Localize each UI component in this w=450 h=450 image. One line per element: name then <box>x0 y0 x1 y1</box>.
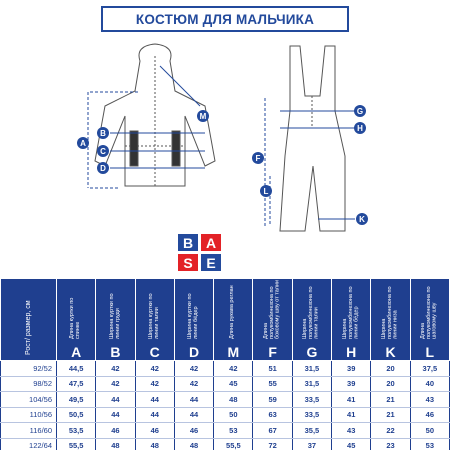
table-cell: 42 <box>96 376 135 392</box>
table-cell: 42 <box>174 361 213 377</box>
logo-letter-e: E <box>201 254 221 271</box>
table-cell: 35,5 <box>292 423 331 439</box>
table-cell: 23 <box>371 438 410 450</box>
table-cell: 48 <box>96 438 135 450</box>
table-cell: 44 <box>135 392 174 408</box>
table-cell: 42 <box>135 376 174 392</box>
table-cell: 45 <box>332 438 371 450</box>
table-cell: 53 <box>214 423 253 439</box>
jacket-drawing <box>95 44 215 186</box>
table-cell: 46 <box>410 407 449 423</box>
table-cell: 21 <box>371 392 410 408</box>
table-cell: 63 <box>253 407 292 423</box>
column-header-h: Ширина полукомбинезона по линии бёдер H <box>332 279 371 361</box>
overalls-measure-lines <box>265 98 355 226</box>
brand-logo <box>178 234 222 271</box>
table-cell: 48 <box>174 438 213 450</box>
column-header-f: Длина полукомбинезона по боковому шву от талии F <box>253 279 292 361</box>
table-header-row <box>1 279 450 361</box>
column-header-m: Длина рукава реглан M <box>214 279 253 361</box>
table-cell: 50,5 <box>57 407 96 423</box>
table-cell: 48 <box>214 392 253 408</box>
table-row <box>1 376 450 392</box>
size-table-wrapper <box>0 278 450 450</box>
table-cell: 22 <box>371 423 410 439</box>
table-cell: 44,5 <box>57 361 96 377</box>
size-cell: 122/64 <box>1 438 57 450</box>
svg-text:B: B <box>100 129 106 138</box>
table-cell: 41 <box>332 392 371 408</box>
table-cell: 48 <box>135 438 174 450</box>
table-cell: 31,5 <box>292 376 331 392</box>
size-cell: 116/60 <box>1 423 57 439</box>
table-cell: 20 <box>371 361 410 377</box>
table-cell: 46 <box>174 423 213 439</box>
table-cell: 46 <box>135 423 174 439</box>
table-cell: 59 <box>253 392 292 408</box>
size-table <box>0 278 450 450</box>
table-cell: 55 <box>253 376 292 392</box>
table-cell: 44 <box>96 392 135 408</box>
svg-text:G: G <box>356 107 364 116</box>
table-cell: 39 <box>332 361 371 377</box>
svg-text:A: A <box>80 139 86 148</box>
overalls-badges <box>252 105 368 225</box>
garment-diagram <box>0 36 450 232</box>
svg-text:C: C <box>100 147 106 156</box>
column-header-g: Ширина полукомбинезона по линии талии G <box>292 279 331 361</box>
jacket-badges <box>77 110 209 174</box>
table-cell: 67 <box>253 423 292 439</box>
size-column-header: Рост/ размер, см <box>1 279 57 361</box>
table-row <box>1 407 450 423</box>
table-cell: 33,5 <box>292 392 331 408</box>
column-header-k: Ширина полукомбинезона по линии низа K <box>371 279 410 361</box>
svg-text:H: H <box>357 124 363 133</box>
column-header-d: Ширина куртки по линии бёдер D <box>174 279 213 361</box>
table-cell: 50 <box>410 423 449 439</box>
table-cell: 42 <box>214 361 253 377</box>
column-header-a: Длина куртки по спинке A <box>57 279 96 361</box>
svg-text:L: L <box>263 187 269 196</box>
table-cell: 45 <box>214 376 253 392</box>
logo-letter-s: S <box>178 254 198 271</box>
table-cell: 43 <box>410 392 449 408</box>
table-cell: 44 <box>174 392 213 408</box>
table-cell: 41 <box>332 407 371 423</box>
svg-text:M: M <box>199 112 207 121</box>
table-cell: 55,5 <box>214 438 253 450</box>
svg-text:D: D <box>100 164 106 173</box>
size-cell: 98/52 <box>1 376 57 392</box>
table-cell: 44 <box>96 407 135 423</box>
table-cell: 53 <box>410 438 449 450</box>
size-cell: 104/56 <box>1 392 57 408</box>
logo-letter-a: A <box>201 234 221 251</box>
overalls-drawing <box>280 46 345 231</box>
column-header-l: Длина полукомбинезона по шаговому шву L <box>410 279 449 361</box>
size-cell: 110/56 <box>1 407 57 423</box>
table-cell: 39 <box>332 376 371 392</box>
table-cell: 42 <box>174 376 213 392</box>
column-header-b: Ширина куртки по линии груди B <box>96 279 135 361</box>
table-cell: 50 <box>214 407 253 423</box>
table-cell: 40 <box>410 376 449 392</box>
table-cell: 44 <box>174 407 213 423</box>
table-cell: 42 <box>135 361 174 377</box>
svg-text:K: K <box>359 215 365 224</box>
table-cell: 43 <box>332 423 371 439</box>
table-row <box>1 392 450 408</box>
table-cell: 55,5 <box>57 438 96 450</box>
table-cell: 20 <box>371 376 410 392</box>
table-row <box>1 361 450 377</box>
table-cell: 42 <box>96 361 135 377</box>
page-title: КОСТЮМ ДЛЯ МАЛЬЧИКА <box>101 6 349 32</box>
table-cell: 72 <box>253 438 292 450</box>
logo-letter-b: B <box>178 234 198 251</box>
table-cell: 51 <box>253 361 292 377</box>
size-cell: 92/52 <box>1 361 57 377</box>
table-cell: 53,5 <box>57 423 96 439</box>
table-cell: 31,5 <box>292 361 331 377</box>
table-row <box>1 423 450 439</box>
column-header-c: Ширина куртки по линии талии C <box>135 279 174 361</box>
table-row <box>1 438 450 450</box>
svg-text:F: F <box>255 154 261 163</box>
table-cell: 33,5 <box>292 407 331 423</box>
table-cell: 47,5 <box>57 376 96 392</box>
table-cell: 44 <box>135 407 174 423</box>
table-cell: 37 <box>292 438 331 450</box>
table-cell: 21 <box>371 407 410 423</box>
table-cell: 37,5 <box>410 361 449 377</box>
table-cell: 49,5 <box>57 392 96 408</box>
table-cell: 46 <box>96 423 135 439</box>
